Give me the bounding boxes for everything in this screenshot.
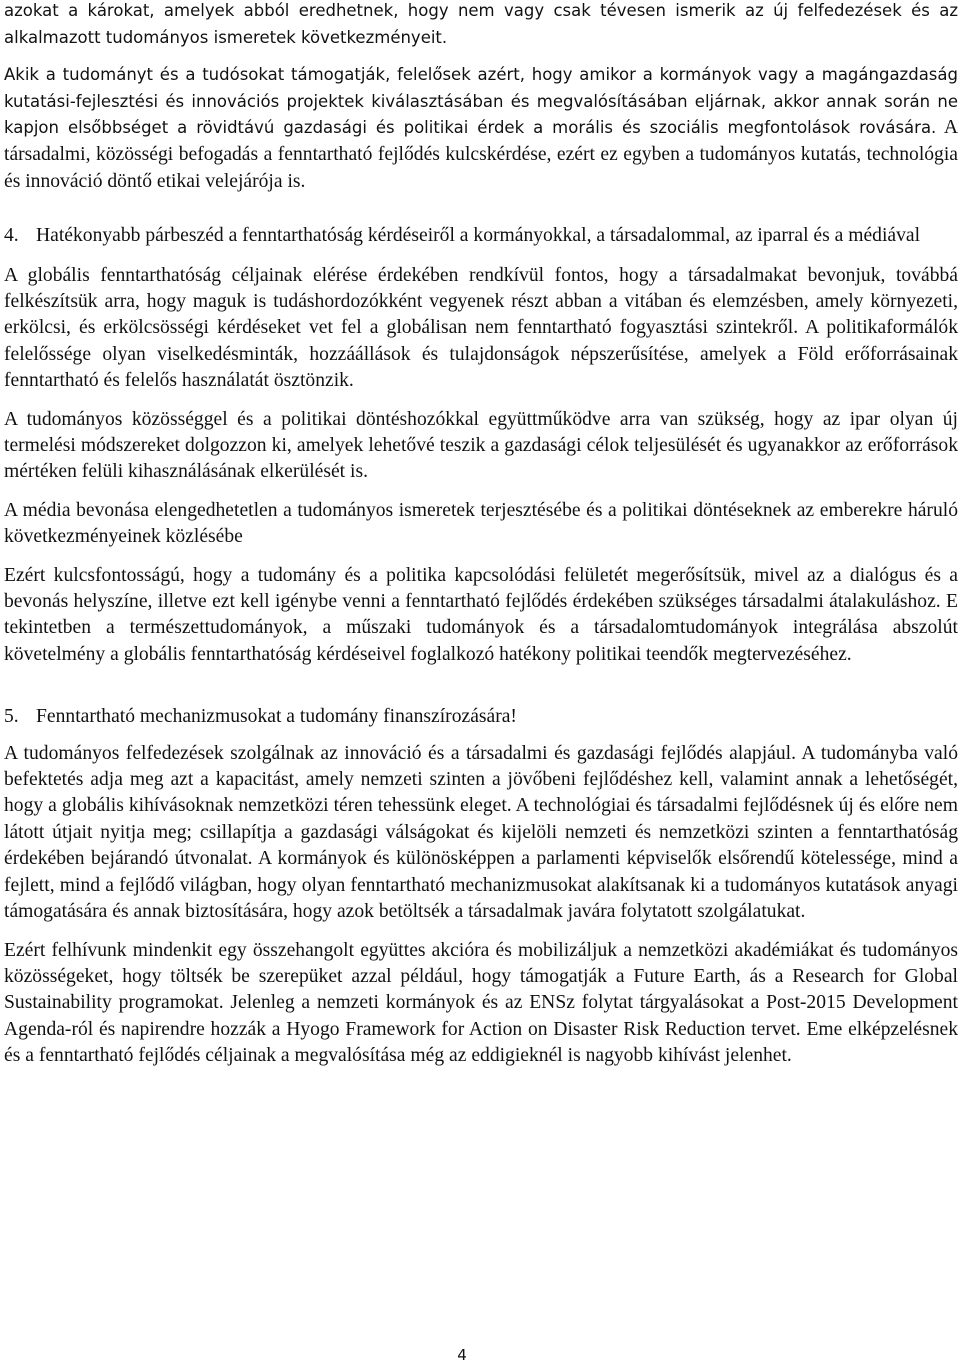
paragraph-science-responsibility-part1: Akik a tudományt és a tudósokat támogatják, felelősek azért, hogy amikor a kormányok vagy a magángazdaság kutatási-fejlesztési és innovációs projektek kiválasztásában és megvalósításában eljárnak, akkor annak során ne kapjon elsőbbséget a rövidtávú gazdasági és politikai érdek a morális és szociális megfontolások rovására.	[4, 65, 958, 138]
section-number-5: 5.	[4, 706, 19, 728]
paragraph-call-to-action: Ezért felhívunk mindenkit egy összehangolt együttes akcióra és mobilizáljuk a nemzetközi akadémiákat és tudományos közösségeket, hogy töltsék be szerepüket azzal például, hogy támogatják a Future Earth, ás a Research for Global Sustainability programokat. Jelenleg a nemzeti kormányok és az ENSz folytat tárgyalásokat a Post-2015 Development Agenda-ról és napirendre hozzák a Hyogo Framework for Action on Disaster Risk Reduction tervet. Eme elképzelésnek és a fenntartható fejlődés céljainak a megvalósítása még az eddigieknél is nagyobb kihívást jelenhet.	[4, 939, 958, 1067]
paragraph-science-policy-interface: Ezért kulcsfontosságú, hogy a tudomány és a politika kapcsolódási felületét megerősítsük, mivel az a dialógus és a bevonás helyszíne, illetve ezt kell igénybe venni a fenntartható fejlődés érdekében szükséges társadalmi átalakuláshoz. E tekintetben a természettudományok, a műszaki tudományok és a társadalomtudományok integrálása abszolút követelmény a globális fenntarthatóság kérdéseivel foglalkozó hatékony politikai teendők megtervezéséhez.	[4, 564, 958, 665]
section-heading-5	[4, 704, 958, 730]
paragraph-science-responsibility	[4, 62, 958, 195]
section-number-4: 4.	[4, 225, 19, 247]
page-number: 4	[457, 1346, 467, 1364]
document-page	[4, 0, 958, 1070]
paragraph-science-investment: A tudományos felfedezések szolgálnak az innováció és a társadalmi és gazdasági fejlődés alapjául. A tudományba való befektetés adja meg azt a kapacitást, amely nemzeti szinten a jövőbeni fejlődéshez kell, valamint annak a lehetőségét, hogy a globális kihívásoknak nemzetközi téren tehessünk eleget. A technológiai és társadalmi fejlődésnek új és előre nem látott útjait nyitja meg; csillapítja a gazdasági válságokat és kijelöli nemzeti és nemzetközi szinten a fenntarthatóság érdekében bejárandó útvonalat. A kormányok és különösképpen a parlamenti képviselők elsőrendű kötelessége, mind a fejlett, mind a fejlődő világban, hogy olyan fenntartható mechanizmusokat alakítsanak ki a tudományos kutatások anyagi támogatására és annak biztosítására, hogy azok betöltsék a társadalmak javára folytatott szolgálatukat.	[4, 742, 958, 923]
section-title-4: Hatékonyabb párbeszéd a fenntarthatóság kérdéseiről a kormányokkal, a társadalommal, az iparral és a médiával	[36, 225, 921, 247]
paragraph-continued: azokat a károkat, amelyek abból eredhetnek, hogy nem vagy csak tévesen ismerik az új felfedezések és az alkalmazott tudományos ismeretek következményeit.	[4, 1, 958, 47]
section-title-5: Fenntartható mechanizmusokat a tudomány finanszírozására!	[36, 706, 517, 728]
section-heading-4	[4, 223, 958, 249]
paragraph-media: A média bevonása elengedhetetlen a tudományos ismeretek terjesztésébe és a politikai döntéseknek az emberekre háruló következményeinek közlésébe	[4, 499, 958, 548]
paragraph-science-responsibility-part2: A társadalmi, közösségi befogadás a fenntartható fejlődés kulcskérdése, ezért ez egyben a tudományos kutatás, technológia és innováció döntő etikai velejárója is.	[4, 117, 959, 192]
paragraph-industry: A tudományos közösséggel és a politikai döntéshozókkal együttműködve arra van szükség, hogy az ipar olyan új termelési módszereket dolgozzon ki, amelyek lehetővé teszik a gazdasági célok teljesülését és ugyanakkor az erőforrások mértéken felüli kihasználásának elkerülését is.	[4, 408, 958, 483]
paragraph-global-sustainability: A globális fenntarthatóság céljainak elérése érdekében rendkívül fontos, hogy a társadalmakat bevonjuk, továbbá felkészítsük arra, hogy maguk is tudáshordozókként vegyenek részt abban a vitában és elemzésben, amely környezeti, erkölcsi, és erkölcsösségi kérdéseket vet fel a globálisan nem fenntartható fogyasztási szintekről. A politikaformálók felelőssége olyan viselkedésminták, hozzáállások és tulajdonságok népszerűsítése, amelyek a Föld erőforrásainak fenntartható és felelős használatát ösztönzik.	[4, 264, 958, 392]
